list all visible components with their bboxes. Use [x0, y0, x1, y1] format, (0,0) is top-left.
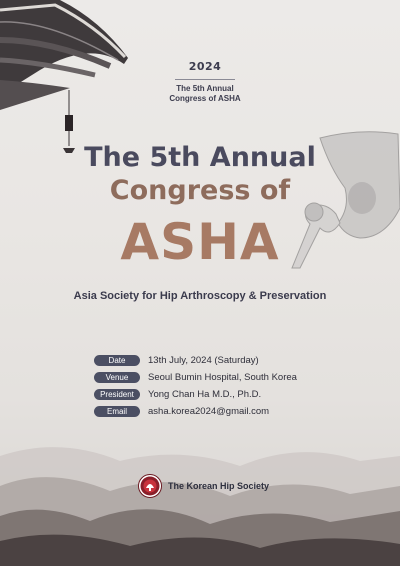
info-row-venue — [94, 369, 334, 385]
info-label: Date — [94, 355, 140, 366]
subtitle: Asia Society for Hip Arthroscopy & Preservation — [73, 290, 327, 302]
info-value: 13th July, 2024 (Saturday) — [148, 354, 259, 366]
year-label: 2024 — [188, 60, 222, 73]
event-info — [94, 352, 334, 420]
traditional-roof-icon — [0, 0, 140, 160]
info-value: Yong Chan Ha M.D., Ph.D. — [148, 388, 262, 400]
main-title-line2: Congress of — [109, 175, 291, 206]
info-row-email — [94, 403, 334, 419]
info-row-date — [94, 352, 334, 368]
info-value[interactable]: asha.korea2024@gmail.com — [148, 405, 270, 417]
header-block — [150, 60, 260, 104]
main-title-line1: The 5th Annual — [84, 142, 316, 173]
society-name: The Korean Hip Society — [168, 481, 270, 491]
info-value: Seoul Bumin Hospital, South Korea — [148, 371, 297, 383]
main-title-asha: ASHA — [120, 213, 280, 271]
society-block — [138, 474, 269, 498]
info-label: President — [94, 389, 140, 400]
small-title-line1: The 5th Annual — [176, 84, 234, 93]
info-label: Venue — [94, 372, 140, 383]
korean-hip-society-emblem-icon — [138, 474, 162, 498]
small-title-line2: Congress of ASHA — [169, 94, 241, 103]
info-label: Email — [94, 406, 140, 417]
info-row-president — [94, 386, 334, 402]
divider — [175, 79, 235, 80]
